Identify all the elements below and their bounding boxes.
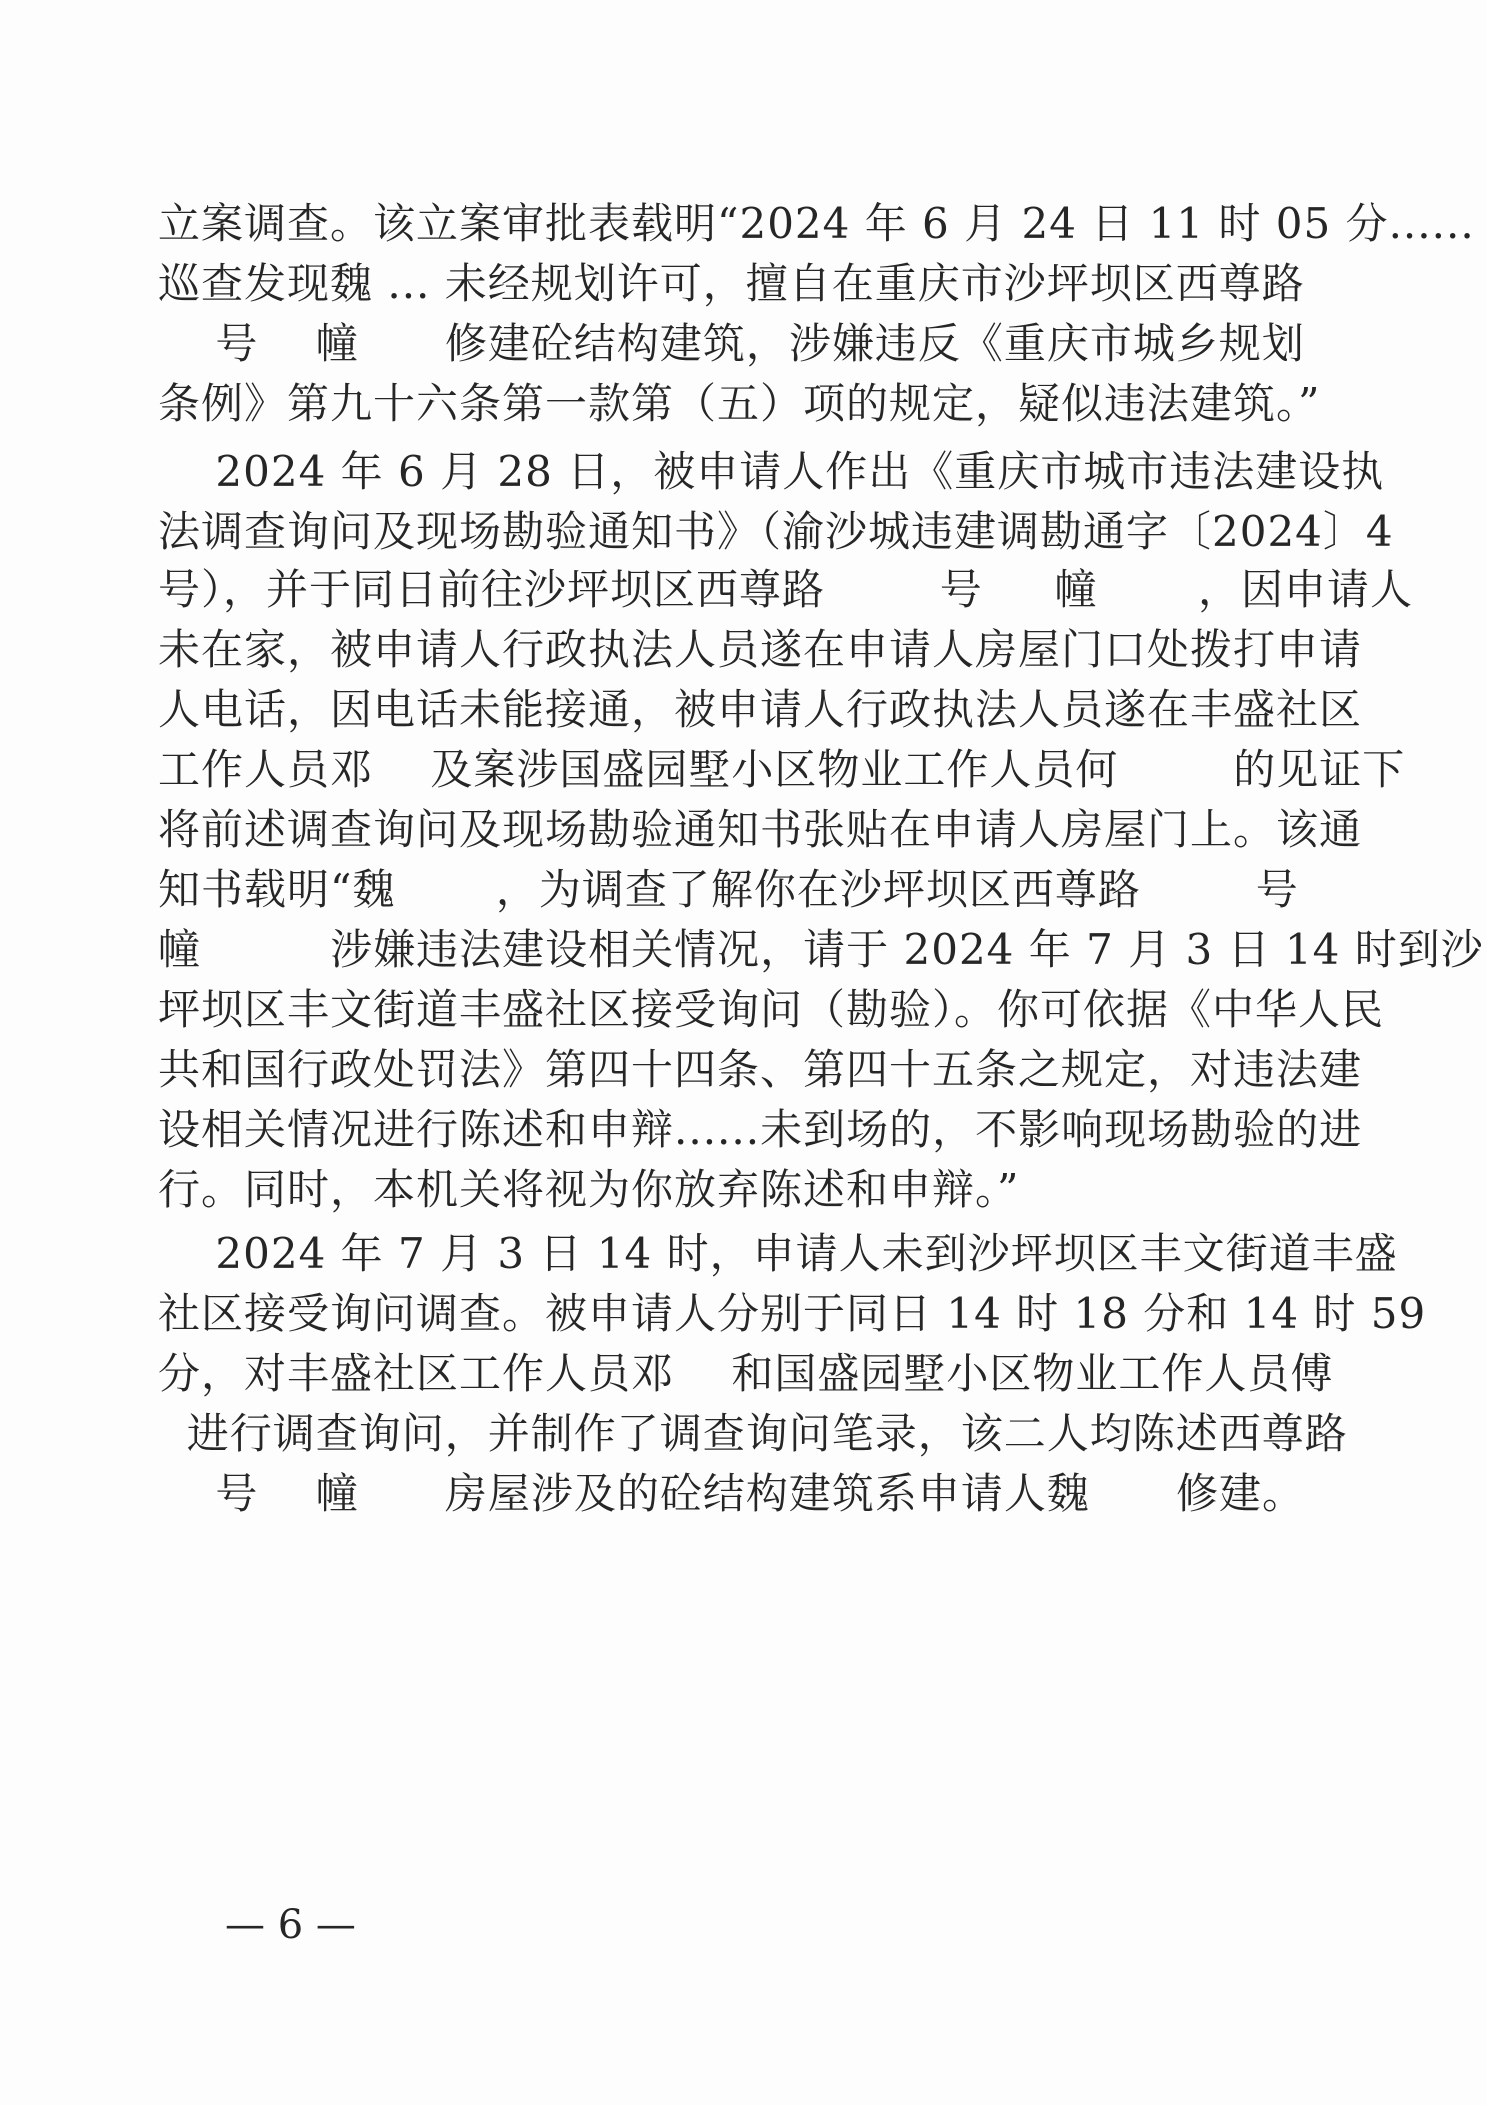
text-line: 号 幢 房屋涉及的砼结构建筑系申请人魏 修建。 bbox=[158, 1469, 1306, 1518]
text-line: 行。同时，本机关将视为你放弃陈述和申辩。” bbox=[158, 1165, 1020, 1214]
page-number: — 6 — bbox=[225, 1902, 356, 1948]
text-line: 设相关情况进行陈述和申辩......未到场的，不影响现场勘验的进 bbox=[158, 1105, 1363, 1154]
text-line: 号 幢 修建砼结构建筑，涉嫌违反《重庆市城乡规划 bbox=[158, 319, 1305, 368]
text-line: 未在家，被申请人行政执法人员遂在申请人房屋门口处拨打申请 bbox=[158, 625, 1363, 674]
text-line: 立案调查。该立案审批表载明“2024 年 6 月 24 日 11 时 05 分...... bbox=[158, 199, 1475, 248]
text-line: 幢 涉嫌违法建设相关情况，请于 2024 年 7 月 3 日 14 时到沙 bbox=[158, 925, 1484, 974]
text-line: 号），并于同日前往沙坪坝区西尊路 号 幢 ，因申请人 bbox=[158, 565, 1414, 614]
text-line: 工作人员邓 及案涉国盛园墅小区物业工作人员何 的见证下 bbox=[158, 745, 1406, 794]
text-line: 坪坝区丰文街道丰盛社区接受询问（勘验）。你可依据《中华人民 bbox=[158, 985, 1385, 1034]
text-line: 2024 年 6 月 28 日，被申请人作出《重庆市城市违法建设执 bbox=[158, 447, 1385, 496]
text-line: 将前述调查询问及现场勘验通知书张贴在申请人房屋门上。该通 bbox=[158, 805, 1363, 854]
text-line: 社区接受询问调查。被申请人分别于同日 14 时 18 分和 14 时 59 bbox=[158, 1289, 1427, 1338]
text-line: 条例》第九十六条第一款第（五）项的规定，疑似违法建筑。” bbox=[158, 379, 1321, 428]
text-line: 法调查询问及现场勘验通知书》（渝沙城违建调勘通字〔2024〕4 bbox=[158, 507, 1394, 556]
text-line: 人电话，因电话未能接通，被申请人行政执法人员遂在丰盛社区 bbox=[158, 685, 1363, 734]
text-line: 2024 年 7 月 3 日 14 时，申请人未到沙坪坝区丰文街道丰盛 bbox=[158, 1229, 1398, 1278]
text-line: 分，对丰盛社区工作人员邓 和国盛园墅小区物业工作人员傅 bbox=[158, 1349, 1334, 1398]
text-line: 进行调查询问，并制作了调查询问笔录，该二人均陈述西尊路 bbox=[158, 1409, 1348, 1458]
text-line: 巡查发现魏 ... 未经规划许可，擅自在重庆市沙坪坝区西尊路 bbox=[158, 259, 1305, 308]
text-line: 知书载明“魏 ，为调查了解你在沙坪坝区西尊路 号 bbox=[158, 865, 1299, 914]
text-line: 共和国行政处罚法》第四十四条、第四十五条之规定，对违法建 bbox=[158, 1045, 1363, 1094]
